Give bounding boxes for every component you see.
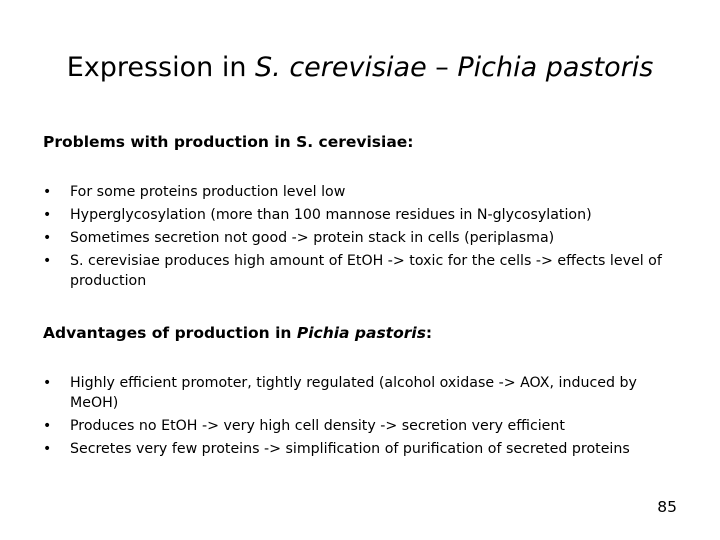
list-item-text: Hyperglycosylation (more than 100 mannose residues in N-glycosylation) — [70, 207, 592, 223]
title-organism-2: Pichia pastoris — [457, 52, 654, 83]
bullet-icon: • — [43, 253, 52, 269]
problems-heading: Problems with production in S. cerevisiae: — [43, 133, 414, 151]
list-item — [43, 182, 683, 202]
advantages-heading-suffix: : — [425, 324, 433, 342]
bullet-icon: • — [43, 184, 52, 200]
title-organism-1: S. cerevisiae — [255, 52, 427, 83]
advantages-heading — [43, 323, 432, 343]
list-item — [43, 205, 683, 225]
slide-title — [0, 50, 720, 86]
advantages-list — [43, 373, 683, 462]
bullet-icon: • — [43, 441, 52, 457]
list-item — [43, 416, 683, 436]
bullet-icon: • — [43, 207, 52, 223]
title-separator: – — [426, 52, 458, 83]
list-item — [43, 373, 683, 413]
list-item — [43, 439, 683, 459]
list-item — [43, 251, 683, 291]
advantages-heading-prefix: Advantages of production in — [43, 324, 297, 342]
page-number: 85 — [657, 498, 677, 516]
list-item — [43, 228, 683, 248]
problems-list — [43, 182, 683, 294]
list-item-text: Highly efficient promoter, tightly regulated (alcohol oxidase -> AOX, induced by MeOH) — [70, 375, 637, 411]
advantages-heading-organism: Pichia pastoris — [296, 324, 426, 342]
list-item-text: Sometimes secretion not good -> protein stack in cells (periplasma) — [70, 230, 555, 246]
list-item-text: For some proteins production level low — [70, 184, 346, 200]
list-item-text: S. cerevisiae produces high amount of EtOH -> toxic for the cells -> effects level of production — [70, 253, 662, 289]
bullet-icon: • — [43, 418, 52, 434]
bullet-icon: • — [43, 230, 52, 246]
bullet-icon: • — [43, 375, 52, 391]
list-item-text: Produces no EtOH -> very high cell density -> secretion very efficient — [70, 418, 565, 434]
title-prefix: Expression in — [66, 52, 256, 83]
list-item-text: Secretes very few proteins -> simplification of purification of secreted proteins — [70, 441, 630, 457]
